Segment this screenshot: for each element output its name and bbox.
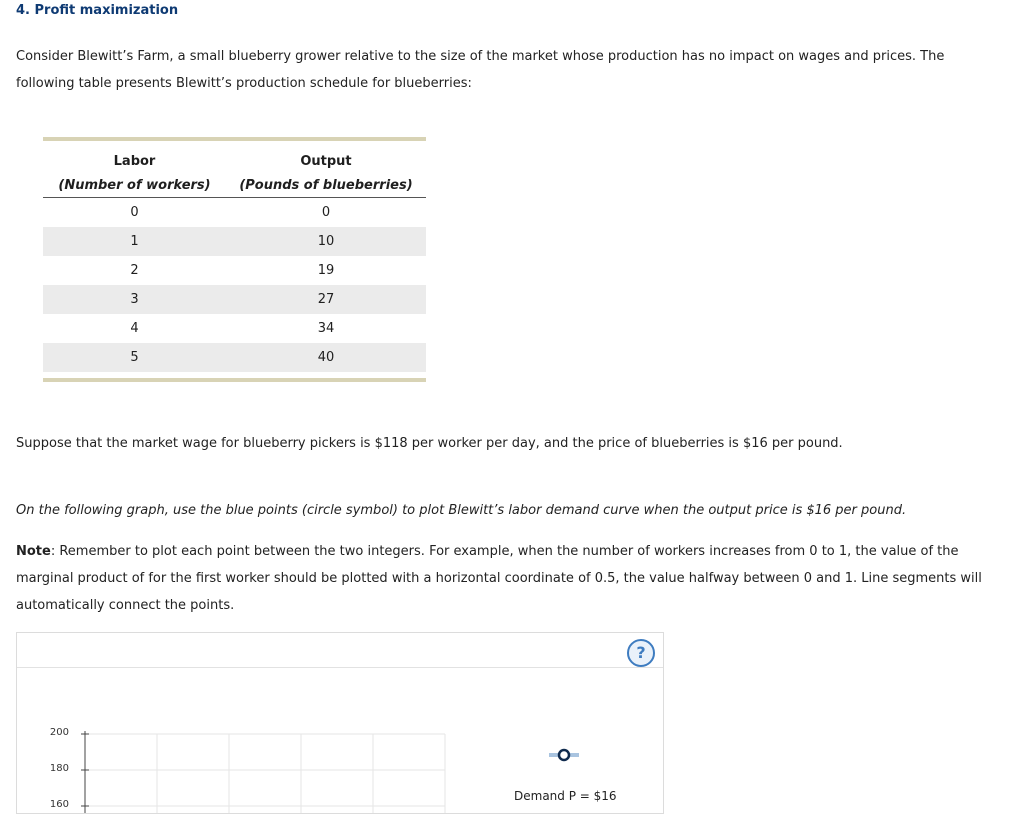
table-subheader-row	[43, 173, 426, 197]
graph-canvas[interactable]	[17, 633, 663, 813]
wage-paragraph: Suppose that the market wage for blueberry pickers is $118 per worker per day, and the price of blueberries is $16 per pound.	[16, 436, 843, 451]
table-row	[43, 256, 426, 285]
note-line-1	[16, 538, 1020, 565]
labor-cell: 5	[130, 350, 139, 365]
output-cell: 27	[317, 292, 335, 307]
labor-cell: 1	[130, 234, 139, 249]
labor-cell: 0	[130, 205, 139, 220]
labor-subheader: (Number of workers)	[58, 177, 211, 193]
labor-cell: 3	[130, 292, 139, 307]
table-row	[43, 343, 426, 372]
note-label: Note	[16, 544, 51, 559]
output-cell: 40	[317, 350, 335, 365]
output-subheader: (Pounds of blueberries)	[239, 177, 413, 193]
y-tick-label: 200	[49, 727, 69, 738]
table-row	[43, 314, 426, 343]
instruction-paragraph: On the following graph, use the blue points (circle symbol) to plot Blewitt’s labor demand curve when the output price is $16 per pound.	[16, 503, 907, 518]
table-row	[43, 227, 426, 256]
intro-line-2: following table presents Blewitt’s production schedule for blueberries:	[16, 76, 472, 91]
table-header-row	[43, 149, 426, 173]
labor-cell: 4	[130, 321, 139, 336]
table-bottom-rule	[43, 378, 426, 382]
legend-point-icon[interactable]	[559, 750, 569, 760]
table-row	[43, 198, 426, 227]
note-line-3: automatically connect the points.	[16, 598, 235, 613]
output-cell: 19	[317, 263, 335, 278]
table-top-rule	[43, 137, 426, 141]
labor-demand-graph[interactable]	[16, 632, 664, 814]
output-cell: 0	[321, 205, 331, 220]
intro-paragraph	[16, 43, 1006, 97]
output-cell: 34	[317, 321, 335, 336]
plot-grid	[85, 734, 445, 813]
production-table	[43, 137, 426, 382]
note-text-1: : Remember to plot each point between the two integers. For example, when the number of workers increases from 0 to 1, the value of the	[50, 544, 959, 559]
labor-cell: 2	[130, 263, 139, 278]
y-tick-label: 180	[49, 763, 69, 774]
intro-line-1: Consider Blewitt’s Farm, a small blueberry grower relative to the size of the market whose production has no impact on wages and prices. The	[16, 49, 945, 64]
legend-label: Demand P = $16	[514, 789, 617, 803]
note-line-2: marginal product of for the first worker should be plotted with a horizontal coordinate of 0.5, the value halfway between 0 and 1. Line segments will	[16, 571, 982, 586]
page-title: 4. Profit maximization	[16, 3, 179, 18]
help-icon[interactable]: ?	[627, 639, 655, 667]
output-header: Output	[300, 153, 352, 169]
output-cell: 10	[317, 234, 335, 249]
table-row	[43, 285, 426, 314]
note-paragraph	[16, 538, 1020, 619]
labor-header: Labor	[113, 153, 156, 169]
y-tick-label: 160	[49, 799, 69, 810]
